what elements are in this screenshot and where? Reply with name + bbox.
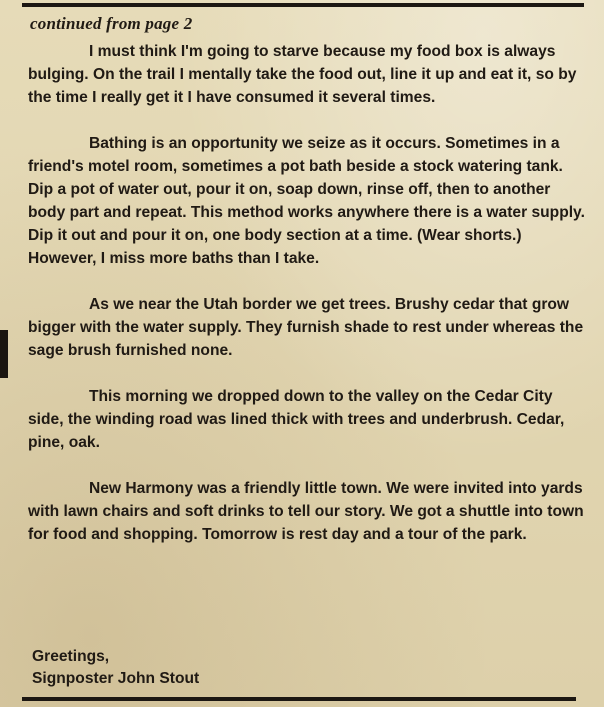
article-body bbox=[28, 40, 588, 569]
torn-edge-mark bbox=[0, 330, 8, 378]
paragraph-utah-border: As we near the Utah border we get trees. Brushy cedar that grow bigger with the water supply. They furnish shade to rest under whereas the sage brush furnished none. bbox=[28, 296, 584, 359]
paragraph-new-harmony: New Harmony was a friendly little town. We were invited into yards with lawn chairs and soft drinks to tell our story. We got a shuttle into town for food and shopping. Tomorrow is rest day and a tour of the park. bbox=[28, 480, 584, 543]
bottom-rule bbox=[22, 697, 576, 701]
signoff bbox=[32, 646, 199, 690]
top-rule bbox=[22, 3, 584, 7]
paragraph-cedar-city: This morning we dropped down to the valley on the Cedar City side, the winding road was lined thick with trees and underbrush. Cedar, pine, oak. bbox=[28, 388, 565, 451]
signature: Signposter John Stout bbox=[32, 670, 200, 687]
greeting: Greetings, bbox=[32, 648, 110, 665]
paragraph-bathing: Bathing is an opportunity we seize as it occurs. Sometimes in a friend's motel room, sometimes a pot bath beside a stock watering tank. Dip a pot of water out, pour it on, soap down, rinse off, then to another body part and repeat. This method works anywhere there is a water supply. Dip it out and pour it on, one body section at a time. (Wear shorts.) However, I miss more baths than I take. bbox=[28, 135, 585, 267]
continued-note: continued from page 2 bbox=[30, 14, 193, 33]
paragraph-food-box: I must think I'm going to starve because my food box is always bulging. On the trail I mentally take the food out, line it up and eat it, so by the time I really get it I have consumed it several times. bbox=[28, 43, 577, 106]
